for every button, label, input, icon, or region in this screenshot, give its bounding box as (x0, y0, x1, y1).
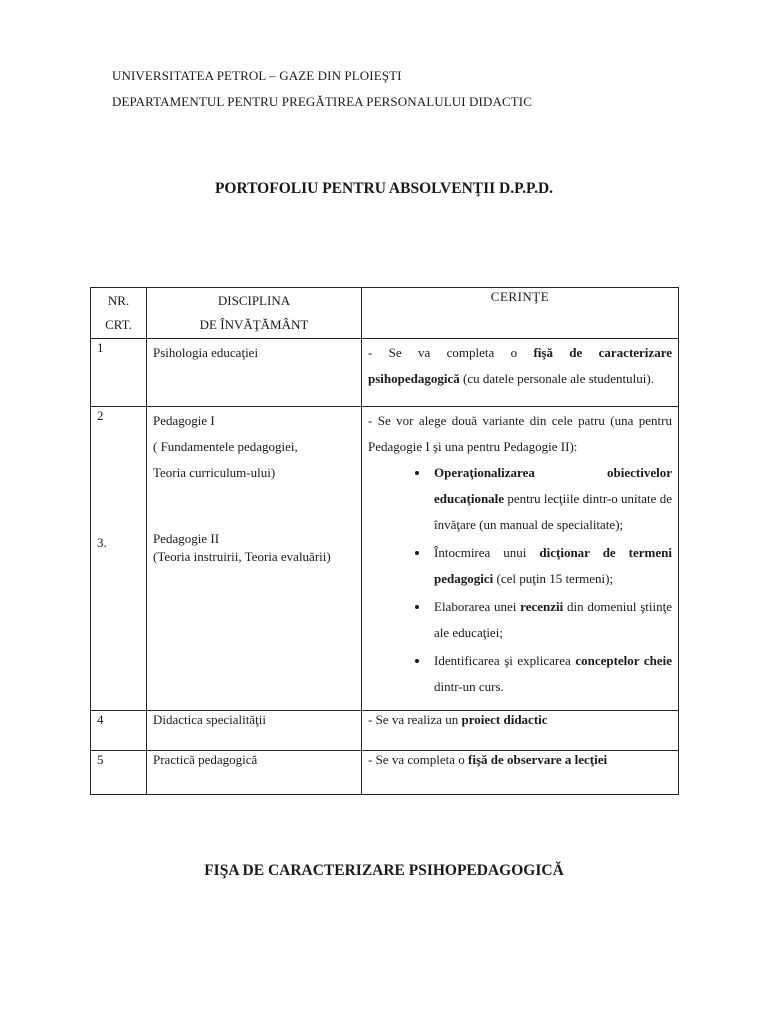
header-disc-line1: DISCIPLINA (217, 293, 291, 308)
list-item (430, 540, 672, 592)
requirement-text (362, 711, 679, 751)
header-discipline (147, 288, 362, 339)
req-text-pre: - Se va completa o (368, 752, 468, 767)
list-item (430, 460, 672, 538)
req-bullet-list (368, 460, 672, 700)
discipline-name: Practică pedagogică (147, 751, 362, 795)
requirement-text (362, 339, 679, 407)
row-number: 1 (91, 339, 147, 407)
bullet-bold: Operaţionalizarea obiectivelor educaţionale (434, 465, 672, 506)
discipline-name: Didactica specialităţii (147, 711, 362, 751)
header-nr-crt (91, 288, 147, 339)
department-name: DEPARTAMENTUL PENTRU PREGĂTIREA PERSONALULUI DIDACTIC (112, 94, 532, 109)
list-item (430, 594, 672, 646)
bullet-bold: dicţionar de termeni pedagogici (434, 545, 672, 586)
requirements-table (90, 287, 679, 795)
discipline-pedagogie-2-block (153, 529, 355, 565)
bullet-post: (cel puţin 15 termeni); (493, 571, 614, 586)
table-row (91, 711, 679, 751)
row-number-2: 2 (97, 408, 104, 423)
row-number (91, 407, 147, 711)
university-name: UNIVERSITATEA PETROL – GAZE DIN PLOIEŞTI (112, 68, 402, 83)
bullet-bold: conceptelor cheie (575, 653, 672, 668)
table-header-row (91, 288, 679, 339)
req-text-post: (cu datele personale ale studentului). (459, 371, 654, 386)
discipline-name: Psihologia educaţiei (147, 339, 362, 407)
bullet-post: din domeniul ştiinţe ale educaţiei; (434, 599, 672, 640)
row-number: 5 (91, 751, 147, 795)
discipline-name (147, 407, 362, 711)
header-disc-line2: DE ÎNVĂŢĂMÂNT (199, 317, 309, 332)
req-text-bold: proiect didactic (461, 712, 548, 727)
discipline-pedagogie-2-detail: (Teoria instruirii, Teoria evaluării) (153, 549, 331, 564)
discipline-pedagogie-1-detail-2: Teoria curriculum-ului) (153, 465, 276, 480)
table-row (91, 751, 679, 795)
req-text-pre: - Se va realiza un (368, 712, 462, 727)
header-nr-line1: NR. (107, 293, 130, 308)
req-text-bold: fişă de caracterizare psihopedagogică (368, 345, 672, 386)
discipline-pedagogie-2: Pedagogie II (153, 531, 220, 546)
requirement-text (362, 751, 679, 795)
bullet-pre: Elaborarea unei (434, 599, 521, 614)
table-row (91, 407, 679, 711)
header-requirements: CERINŢE (362, 288, 679, 339)
req-text-pre: - Se va completa o (368, 345, 534, 360)
req-intro: - Se vor alege două variante din cele patru (una pentru Pedagogie I şi una pentru Pedagogie II): (368, 413, 672, 454)
header-nr-line2: CRT. (105, 317, 132, 332)
bullet-post: dintr-un curs. (434, 679, 504, 694)
table-row (91, 339, 679, 407)
section-title: FIŞA DE CARACTERIZARE PSIHOPEDAGOGICĂ (204, 862, 564, 879)
req-text-bold: fişă de observare a lecţiei (468, 752, 608, 767)
list-item (430, 648, 672, 700)
discipline-pedagogie-1-detail-1: ( Fundamentele pedagogiei, (153, 439, 298, 454)
bullet-post: pentru lecţiile dintr-o unitate de învăţare (un manual de specialitate); (434, 491, 672, 532)
document-title: PORTOFOLIU PENTRU ABSOLVENŢII D.P.P.D. (214, 180, 554, 197)
requirement-text (362, 407, 679, 711)
row-number-3: 3. (97, 535, 107, 550)
discipline-pedagogie-1: Pedagogie I (153, 413, 215, 428)
bullet-pre: Întocmirea unui (434, 545, 540, 560)
bullet-pre: Identificarea şi explicarea (434, 653, 576, 668)
bullet-bold: recenzii (520, 599, 564, 614)
row-number: 4 (91, 711, 147, 751)
